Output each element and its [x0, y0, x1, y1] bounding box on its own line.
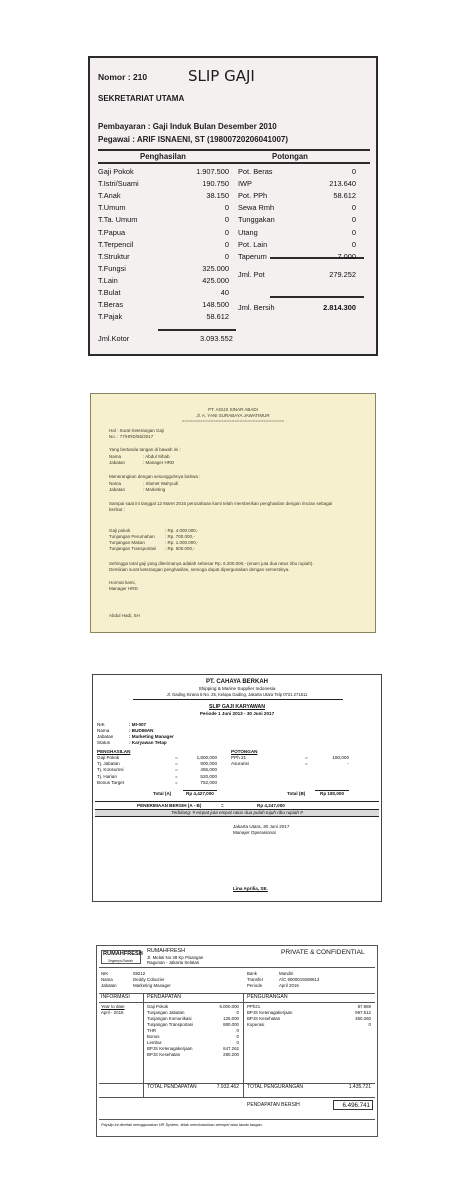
income-equals: =: [175, 767, 178, 773]
info-value: : Marketing Manager: [129, 734, 174, 739]
slip-period: Periode 1 Juni 2013 - 30 Juni 2017: [199, 711, 275, 716]
slip-gaji-cahaya-berkah: [92, 674, 382, 902]
deduction-value: 213.640: [329, 179, 356, 189]
slip-title: SLIP GAJI: [188, 67, 255, 85]
income-row: [90, 251, 376, 263]
header-rule: [99, 967, 375, 968]
letterhead-rule: [133, 699, 343, 700]
company-name: RUMAHFRESH: [147, 948, 186, 954]
signer-field-value: : Manager HRD: [143, 460, 175, 465]
income-value: 455,000: [200, 767, 217, 773]
pendapatan-label: Gaji Pokok: [147, 1004, 169, 1009]
deduction-label: Tunggakan: [238, 215, 275, 225]
pendapatan-value: 880.000: [223, 1022, 239, 1027]
pendapatan-value: 647.262: [223, 1046, 239, 1051]
salary-item-amount: : Rp. 4.000.000,-: [165, 528, 199, 533]
deduction-value: 58.612: [333, 191, 356, 201]
jml-bersih-label: Jml. Bersih: [238, 303, 275, 312]
salary-item-label: Tunjangan Perumahan: [109, 534, 155, 539]
deduction-value: 0: [351, 203, 356, 213]
employee-name: Pegawai : ARIF ISNAENI, ST (19800720206041007): [98, 135, 289, 144]
income-row: [90, 299, 376, 311]
deduction-label: Taperum: [238, 251, 267, 261]
bank-label: Bank: [247, 971, 258, 976]
income-value: 1,800,000: [196, 755, 217, 760]
jml-kotor-row: [90, 333, 376, 345]
jml-kotor-label: Jml.Kotor: [98, 334, 130, 343]
pendapatan-label: THR: [147, 1028, 157, 1033]
income-row: [90, 263, 376, 275]
signatory-name: Lina Aprilia, SE.: [233, 886, 268, 891]
income-label: Gaji Pokok: [97, 755, 120, 760]
logo-text: RUMAHFRESH: [103, 951, 143, 957]
informasi-item: Year to date: [101, 1004, 125, 1009]
informasi-item: April - 2016: [101, 1010, 124, 1015]
income-equals: =: [175, 779, 178, 785]
income-label: Tj. Konsumsi: [97, 767, 124, 773]
income-header: PENGHASILAN: [97, 749, 131, 754]
company-address: Jl. Gading Kirana 6 No. 25, Kelapa Gading, Jakarta Utara Telp 0721 271611: [166, 692, 308, 697]
income-value: 0: [224, 215, 229, 225]
signer-field-value: : Abdul Sihab: [143, 454, 170, 459]
employee-field-value: : Marketing: [143, 487, 166, 492]
info-label: Nama: [101, 977, 113, 982]
slip-gaji-sekretariat: [88, 56, 378, 356]
letter-statement: Menerangkan dengan sesungguhnya bahwa :: [109, 474, 201, 479]
total-pengurangan-label: TOTAL PENGURANGAN: [247, 1084, 304, 1090]
pendapatan-value: 0: [236, 1010, 239, 1015]
slip-title: SLIP GAJI KARYAWAN: [208, 704, 266, 710]
pendapatan-label: Lembur: [147, 1040, 162, 1045]
income-equals: =: [175, 773, 178, 779]
income-header: Penghasilan: [140, 152, 186, 161]
pendapatan-label: BPJS Kesehatan: [147, 1052, 181, 1057]
organization: SEKRETARIAT UTAMA: [98, 94, 185, 103]
info-value: Deddy Cobuzier: [133, 977, 165, 982]
income-value: 425.000: [202, 275, 229, 285]
company-name: PT. AGUS SINAR ABADI: [208, 407, 258, 412]
income-row: [90, 166, 376, 178]
company-subtitle: Shipping & Marine Supplier Indonesia: [198, 686, 276, 691]
info-label: NIK: [101, 971, 109, 976]
letter-intro: Yang bertanda tangan di bawah ini :: [109, 447, 181, 452]
info-value: : BUDIMAN: [129, 728, 154, 733]
income-value: 0: [224, 227, 229, 237]
footer-note: Payslip ini dicetak menggunakan HR System, tidak membutuhkan stempel atau tanda tangan.: [101, 1122, 263, 1127]
deduction-value: 0: [351, 227, 356, 237]
company-name: PT. CAHAYA BERKAH: [205, 679, 268, 685]
income-row: [90, 202, 376, 214]
deduction-label: Pot. Beras: [238, 167, 273, 176]
jml-pot-value: 279.252: [329, 270, 356, 279]
info-rule: [99, 993, 375, 994]
deduction-label: Utang: [238, 227, 258, 237]
income-value: 0: [224, 239, 229, 249]
logo-tagline: Segarnya Rumah: [108, 959, 133, 963]
surat-keterangan-gaji: [90, 393, 376, 633]
net-top-rule: [95, 801, 379, 802]
informasi-header: INFORMASI: [101, 994, 130, 1000]
total-a-value: Rp 4,427,000: [186, 791, 214, 796]
net-pay-box: [333, 1100, 373, 1110]
income-label: Bonus Target: [97, 779, 124, 785]
header-top-rule: [98, 149, 370, 151]
signatory-name: Abdul Hadi, SH: [109, 613, 140, 618]
deduction-label: PPh 21: [231, 755, 247, 760]
col-divider-2: [243, 993, 244, 1097]
income-row: [90, 190, 376, 202]
deduction-label: IWP: [238, 179, 252, 189]
income-row: [90, 287, 376, 299]
pengurangan-label: BPJS Kesehatan: [247, 1016, 281, 1021]
income-value: 40: [220, 288, 229, 297]
jml-bersih-value: 2.814.300: [323, 303, 356, 312]
total-a-label: Total (A): [153, 791, 172, 796]
salary-item-label: Gaji pokok: [109, 528, 131, 533]
info-value: 08212: [133, 971, 146, 976]
closing-greeting: Hormat kami,: [109, 580, 136, 585]
income-label: T.Fungsi: [98, 263, 126, 273]
info-value: : MI-007: [129, 722, 147, 727]
pengurangan-label: PPh21: [247, 1004, 261, 1009]
info-value: Marketing Manager: [133, 983, 171, 988]
columns-rule: [99, 1002, 375, 1003]
employee-field-label: Nama: [109, 481, 122, 486]
deduction-value: -: [347, 761, 349, 767]
pengurangan-value: 0: [368, 1022, 371, 1027]
income-equals: =: [175, 755, 178, 760]
income-row: [90, 311, 376, 323]
pendapatan-label: Tunjangan Jabatan: [147, 1010, 185, 1015]
net-pay-equals: =: [221, 803, 224, 808]
salary-item-label: Tunjangan Transportasi: [109, 546, 157, 551]
bank-label: Periode: [247, 983, 263, 988]
letter-paragraph-2a: Sehingga total gaji yang diterimanya adalah sebesar Rp. 6.200.000,- (enam juta dua ratus ribu rupiah).: [109, 561, 314, 566]
info-label: NIK: [97, 722, 105, 727]
header-bottom-rule: [98, 162, 370, 164]
pendapatan-value: 125.000: [223, 1016, 239, 1021]
company-address: Jl. A. YANI SURABAYA JAWATIMUR: [196, 413, 270, 418]
company-address-1: Jl. Melati No 38 Kp Pisangan: [147, 955, 204, 960]
payment-period: Pembayaran : Gaji Induk Bulan Desember 2010: [98, 122, 277, 131]
info-label: Nama: [97, 728, 110, 733]
bank-value: A/C 9000019288613: [279, 977, 320, 982]
income-equals: =: [175, 761, 178, 767]
pengurangan-value: 997.512: [355, 1010, 371, 1015]
deduction-value: 7.000: [337, 251, 356, 261]
salary-item-amount: : Rp. 700.000,-: [165, 534, 195, 539]
net-pay-value: Rp 4,247,000: [257, 803, 285, 808]
pendapatan-value: 280.200: [223, 1052, 239, 1057]
income-value: 0: [224, 203, 229, 213]
deduction-label: Pot. Lain: [238, 239, 268, 249]
income-row: [90, 178, 376, 190]
income-label: T.Lain: [98, 275, 118, 285]
pengurangan-value: 360.260: [355, 1016, 371, 1021]
income-label: T.Struktur: [98, 251, 130, 261]
pengurangan-label: BPJS Ketenagakerjaan: [247, 1010, 293, 1015]
employee-field-value: : Slamet Wahyudi: [143, 481, 179, 486]
pendapatan-value: 0: [236, 1040, 239, 1045]
income-value: 148.500: [202, 300, 229, 310]
income-label: Tj. Harian: [97, 773, 117, 779]
company-address-2: Ragunan - Jakarta Selatan: [147, 960, 200, 965]
income-value: 38.150: [206, 191, 229, 201]
letterhead-separator: =======================================: [181, 418, 285, 423]
letter-paragraph-1a: Sampai saat ini tanggal 12 Maret 2016 perusahaan kami telah memberikan penghasilan dengan rincian sebagai: [109, 501, 333, 506]
deduction-header: POTONGAN: [231, 749, 258, 754]
pendapatan-label: Bonus: [147, 1034, 160, 1039]
salary-item-label: Tunjangan Makan: [109, 540, 145, 545]
salary-item-amount: : Rp. 1.000.000,-: [165, 540, 199, 545]
income-value: 190.750: [202, 179, 229, 189]
deduction-value: 0: [351, 215, 356, 225]
income-label: T.Umum: [98, 203, 126, 213]
income-value: 520,000: [200, 773, 217, 779]
income-value: 325.000: [202, 263, 229, 273]
income-value: 1.907.500: [196, 167, 229, 176]
employee-field-label: Jabatan: [109, 487, 126, 492]
amount-in-words: Terbilang: # empat juta empat ratus dua puluh tujuh ribu rupiah #: [171, 810, 303, 815]
total-pengurangan-value: 1.435.721: [348, 1084, 371, 1090]
jml-pot-label: Jml. Pot: [238, 270, 265, 279]
kotor-rule: [158, 329, 236, 331]
income-value: 58.612: [206, 312, 229, 322]
income-label: T.Ta. Umum: [98, 215, 138, 225]
company-logo: [101, 950, 141, 964]
pendapatan-label: Tunjangan Komunikasi: [147, 1016, 192, 1021]
totals-bottom-rule: [99, 1097, 375, 1098]
income-label: T.Beras: [98, 300, 124, 310]
pendapatan-value: 0: [236, 1028, 239, 1033]
closing-role: Manager HRD: [109, 586, 138, 591]
deduction-value: 0: [351, 167, 356, 176]
bank-label: Transfer: [247, 977, 264, 982]
bank-value: Mandiri: [279, 971, 294, 976]
pengurangan-value: 87.969: [357, 1004, 371, 1009]
income-label: T.Anak: [98, 191, 121, 201]
pendapatan-label: Tunjangan Transportasi: [147, 1022, 193, 1027]
deduction-label: Asuransi: [231, 761, 249, 767]
signer-field-label: Jabatan: [109, 460, 126, 465]
jml-kotor-value: 3.093.552: [200, 334, 233, 343]
salary-item-amount: : Rp. 500.000,-: [165, 546, 195, 551]
income-label: T.Papua: [98, 227, 126, 237]
signer-role: Manajer Operasional: [233, 830, 276, 835]
total-pendapatan-value: 7.932.462: [216, 1084, 239, 1090]
pengurangan-header: PENGURANGAN: [247, 994, 288, 1000]
pendapatan-value: 6.000.000: [219, 1004, 239, 1009]
income-row: [90, 214, 376, 226]
net-pay-value: 6.496.741: [342, 1101, 370, 1109]
deduction-equals: =: [305, 761, 308, 767]
net-pay-label: PENERIMAAN BERSIH (A - B): [137, 803, 202, 808]
info-label: Status: [97, 740, 111, 745]
deduction-value: 180,000: [332, 755, 349, 760]
income-label: T.Istri/Suami: [98, 179, 139, 189]
income-label: Gaji Pokok: [98, 167, 134, 176]
info-value: : Karyawan Tetap: [129, 740, 167, 745]
income-value: 752,000: [200, 779, 217, 785]
income-row: [90, 275, 376, 287]
col-divider-1: [143, 993, 144, 1097]
bank-value: April 2016: [279, 983, 299, 988]
income-row: [90, 227, 376, 239]
total-pendapatan-label: TOTAL PENDAPATAN: [147, 1084, 197, 1090]
income-label: T.Pajak: [98, 312, 123, 322]
income-value: 900,000: [200, 761, 217, 767]
payslip-rumahfresh: [96, 945, 378, 1137]
net-pay-label: PENDAPATAN BERSIH: [247, 1102, 300, 1108]
pendapatan-label: BPJS Ketenagakerjaan: [147, 1046, 193, 1051]
pendapatan-header: PENDAPATAN: [147, 994, 182, 1000]
footer-rule: [99, 1119, 375, 1120]
income-label: T.Bulat: [98, 288, 121, 297]
pendapatan-value: 0: [236, 1034, 239, 1039]
letter-paragraph-2b: Demikian surat keterangan penghasilan, semoga dapat dipergunakan dengan semestinya.: [109, 567, 290, 572]
deduction-label: Sewa Rmh: [238, 203, 275, 213]
signer-field-label: Nama: [109, 454, 122, 459]
info-label: Jabatan: [101, 983, 117, 988]
income-row: [90, 239, 376, 251]
income-label: T.Terpencil: [98, 239, 134, 249]
confidential-label: PRIVATE & CONFIDENTIAL: [281, 949, 365, 956]
deduction-label: Pot. PPh: [238, 191, 268, 201]
place-date: Jakarta Utara, 30 Juni 2017: [233, 824, 290, 829]
total-b-value: Rp 180,000: [320, 791, 345, 796]
income-value: 0: [224, 251, 229, 261]
total-b-label: Total (B): [287, 791, 306, 796]
letter-number: No. : 77/HRD/55/2017: [109, 434, 154, 439]
info-label: Jabatan: [97, 734, 114, 739]
deduction-equals: =: [305, 755, 308, 760]
slip-number: Nomor : 210: [98, 72, 148, 82]
deduction-header: Potongan: [272, 152, 308, 161]
deduction-value: 0: [351, 239, 356, 249]
income-label: Tj. Jabatan: [97, 761, 120, 767]
letter-paragraph-1b: berikut :: [109, 507, 126, 512]
letter-subject: Hal : Surat Keterangan Gaji: [109, 428, 165, 433]
net-bottom-rule: [95, 816, 379, 817]
pengurangan-label: Koperasi: [247, 1022, 265, 1027]
